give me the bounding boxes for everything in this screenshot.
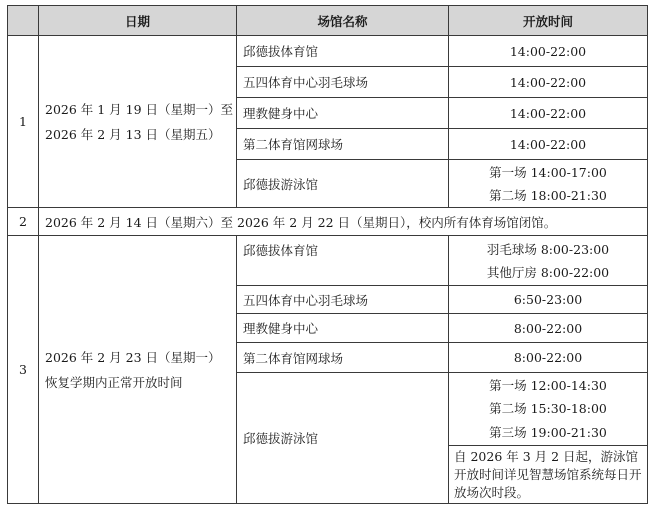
date-range: [39, 36, 237, 208]
schedule-table: [7, 5, 648, 504]
opening-hours: 8:00-22:00: [449, 343, 648, 373]
header-number: [8, 6, 39, 36]
closure-notice: 2026 年 2 月 14 日（星期六）至 2026 年 2 月 22 日（星期日），校内所有体育场馆闭馆。: [39, 208, 648, 236]
header-venue: 场馆名称: [237, 6, 449, 36]
header-row: [8, 6, 648, 36]
row-number: 1: [8, 36, 39, 208]
venue-name: 理教健身中心: [237, 314, 449, 343]
session-time: 第一场 14:00-17:00: [489, 164, 607, 180]
opening-hours: [449, 373, 648, 446]
date-line: 2026 年 1 月 19 日（星期一）至: [45, 101, 234, 117]
date-line: 2026 年 2 月 13 日（星期五）: [45, 126, 221, 142]
opening-hours: 14:00-22:00: [449, 67, 648, 98]
venue-name: 第二体育馆网球场: [237, 343, 449, 373]
date-line: 2026 年 2 月 23 日（星期一）: [45, 349, 221, 365]
session-time: 其他厅房 8:00-22:00: [486, 264, 610, 280]
header-hours: 开放时间: [449, 6, 648, 36]
opening-hours: 6:50-23:00: [449, 286, 648, 314]
opening-hours: [449, 160, 648, 208]
session-time: 羽毛球场 8:00-23:00: [486, 241, 610, 257]
table-row: [8, 236, 648, 286]
venue-name: 邱德拔体育馆: [237, 36, 449, 67]
venue-name: 邱德拔游泳馆: [237, 160, 449, 208]
opening-hours: [449, 236, 648, 286]
table-row: [8, 36, 648, 67]
venue-name: 五四体育中心羽毛球场: [237, 67, 449, 98]
opening-hours: 14:00-22:00: [449, 36, 648, 67]
table-row: [8, 208, 648, 236]
row-number: 2: [8, 208, 39, 236]
venue-name: 邱德拔游泳馆: [237, 373, 449, 504]
header-date: 日期: [39, 6, 237, 36]
session-time: 第二场 18:00-21:30: [489, 187, 607, 203]
session-time: 第一场 12:00-14:30: [489, 377, 607, 393]
venue-name: 邱德拔体育馆: [237, 236, 449, 286]
opening-hours: 14:00-22:00: [449, 98, 648, 129]
session-time: 第二场 15:30-18:00: [489, 401, 607, 417]
date-range: [39, 236, 237, 504]
swimming-note: 自 2026 年 3 月 2 日起，游泳馆开放时间详见智慧场馆系统每日开放场次时段。: [449, 446, 648, 504]
row-number: 3: [8, 236, 39, 504]
session-time: 第三场 19:00-21:30: [489, 424, 607, 440]
opening-hours: 8:00-22:00: [449, 314, 648, 343]
venue-name: 第二体育馆网球场: [237, 129, 449, 160]
venue-name: 五四体育中心羽毛球场: [237, 286, 449, 314]
venue-name: 理教健身中心: [237, 98, 449, 129]
date-line: 恢复学期内正常开放时间: [45, 374, 183, 390]
opening-hours: 14:00-22:00: [449, 129, 648, 160]
